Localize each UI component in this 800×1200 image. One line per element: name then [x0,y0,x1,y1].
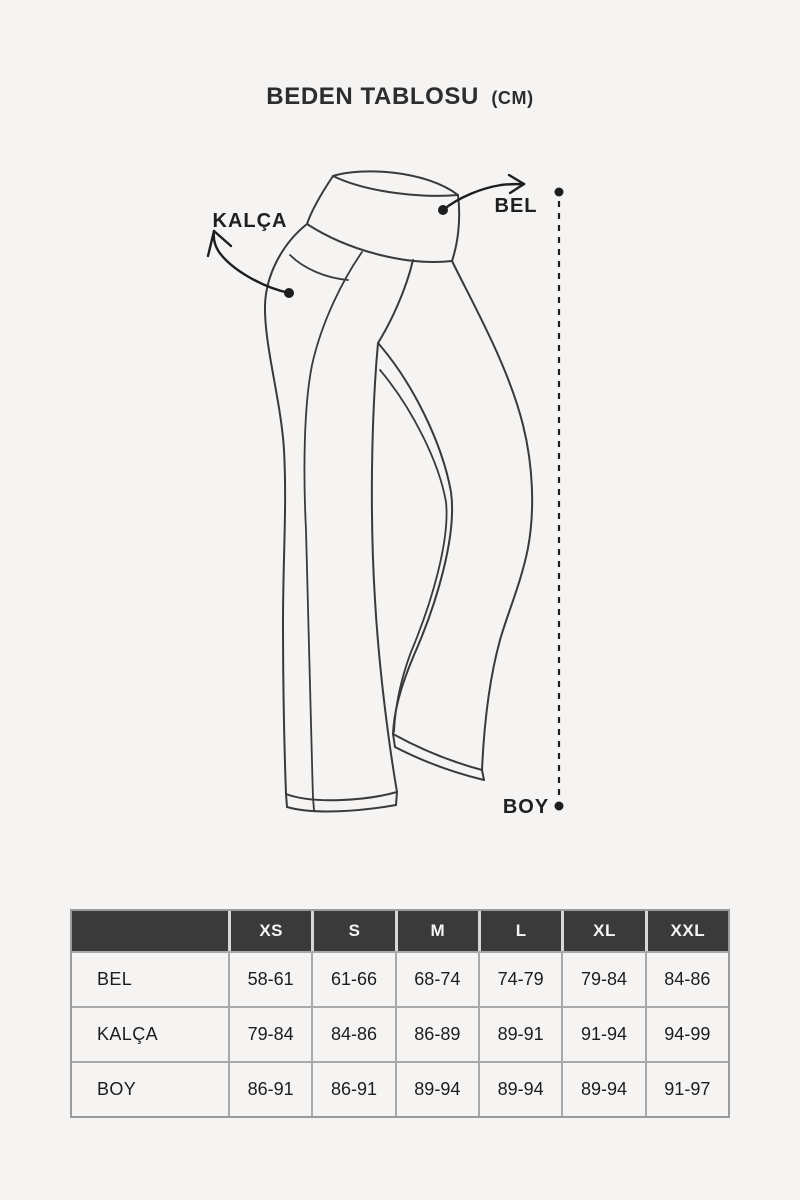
header-cell-l: L [478,911,561,951]
row-label: BEL [97,969,133,989]
page-title-text: BEDEN TABLOSU [266,83,479,110]
hip-label: KALÇA [212,210,288,232]
row-label: BOY [97,1079,137,1099]
cell-value: 89-94 [478,1063,561,1116]
header-cell-m: M [395,911,478,951]
cell-value: 84-86 [645,953,728,1006]
cell-value: 58-61 [228,953,311,1006]
length-label: BOY [502,796,550,818]
cell-value: 94-99 [645,1008,728,1061]
cell-value: 86-91 [311,1063,394,1116]
header-cell-xxl: XXL [645,911,728,951]
cell-value: 61-66 [311,953,394,1006]
length-bottom-dot [555,802,564,811]
header-cell-empty [72,911,228,951]
cell-value: 79-84 [228,1008,311,1061]
size-table [70,909,730,1118]
waist-label: BEL [494,195,538,217]
back-leg-sketch [378,261,532,780]
cell-value: 86-89 [395,1008,478,1061]
length-annotation [503,188,564,819]
cell-value: 79-84 [561,953,644,1006]
cell-value: 74-79 [478,953,561,1006]
table-row-boy [72,1061,728,1116]
row-label: KALÇA [97,1024,159,1044]
header-cell-s: S [311,911,394,951]
cell-value: 86-91 [228,1063,311,1116]
cell-value: 68-74 [395,953,478,1006]
front-leg-sketch [265,224,413,811]
page-title-unit: (CM) [491,88,534,108]
cell-value: 91-94 [561,1008,644,1061]
size-table-header-row [72,911,728,951]
header-cell-xs: XS [228,911,311,951]
table-row-kalca [72,1006,728,1061]
length-top-dot [555,188,564,197]
waistband-sketch [307,171,459,262]
header-cell-xl: XL [561,911,644,951]
cell-value: 91-97 [645,1063,728,1116]
cell-value: 89-94 [395,1063,478,1116]
cell-value: 89-91 [478,1008,561,1061]
cell-value: 89-94 [561,1063,644,1116]
cell-value: 84-86 [311,1008,394,1061]
table-row-bel [72,951,728,1006]
